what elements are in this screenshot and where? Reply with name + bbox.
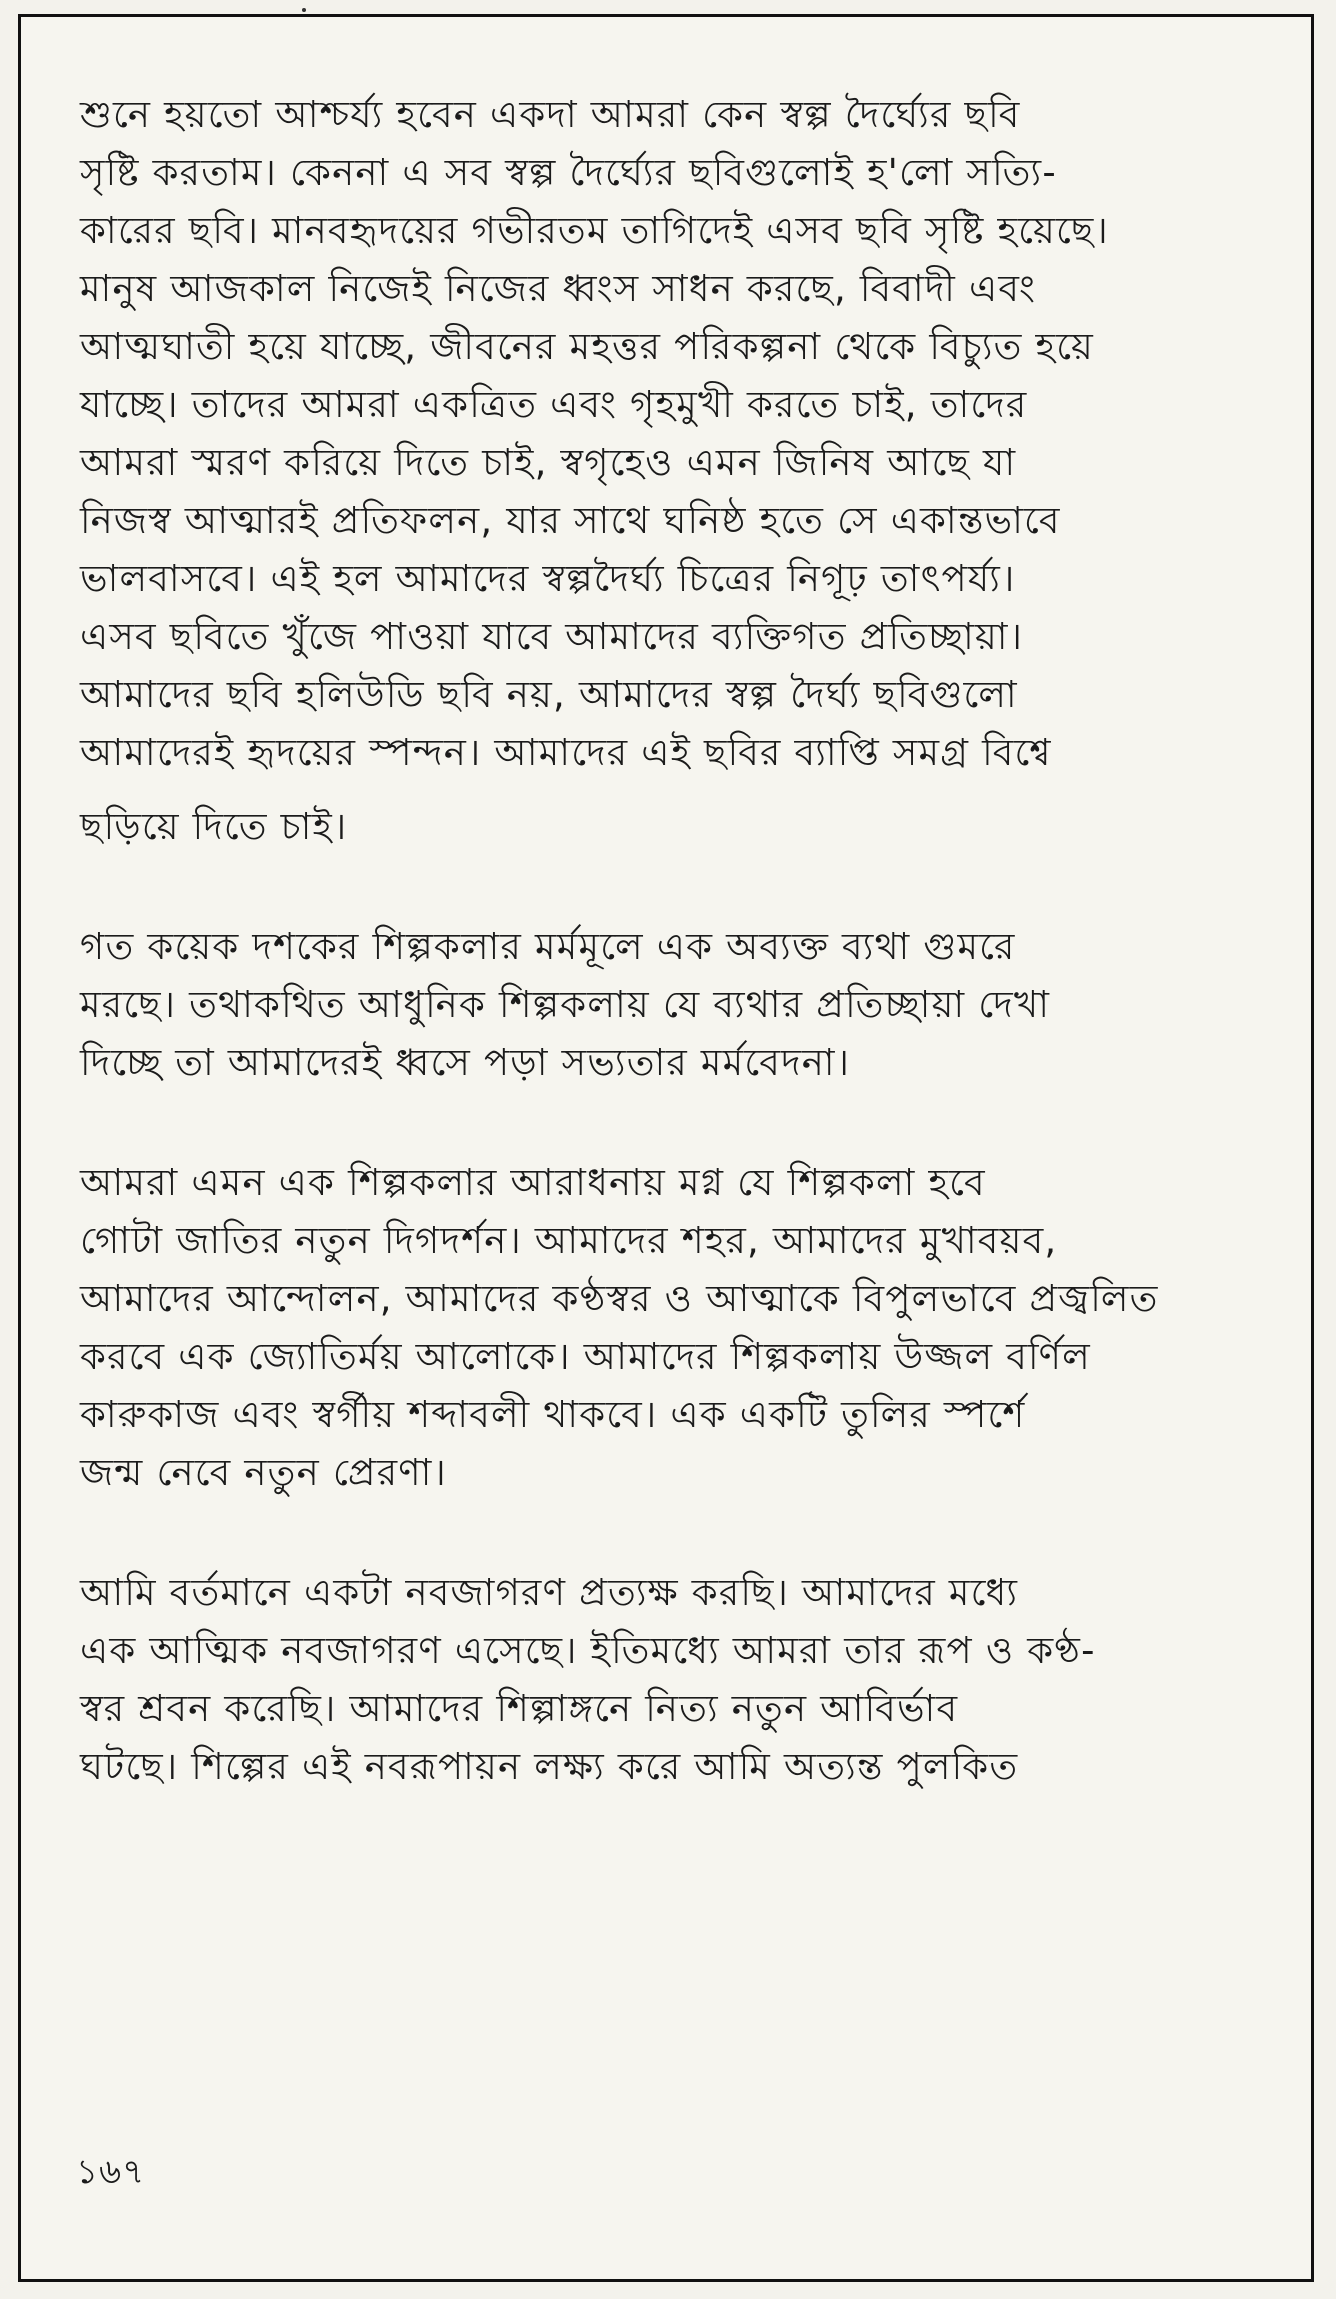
text-line: নিজস্ব আত্মারই প্রতিফলন, যার সাথে ঘনিষ্ঠ হতে সে একান্তভাবে	[80, 499, 1061, 542]
text-line: স্বর শ্রবন করেছি। আমাদের শিল্পাঙ্গনে নিত্য নতুন আবির্ভাব	[80, 1687, 959, 1730]
text-line: জন্ম নেবে নতুন প্রেরণা।	[80, 1451, 447, 1494]
line-gap	[80, 782, 1280, 798]
paragraph-gap	[80, 1092, 1280, 1154]
paragraph-gap	[80, 856, 1280, 918]
text-line: ঘটছে। শিল্পের এই নবরূপায়ন লক্ষ্য করে আমি অত্যন্ত পুলকিত	[80, 1745, 1019, 1788]
text-line: করবে এক জ্যোতির্ময় আলোকে। আমাদের শিল্পকলায় উজ্জল বর্ণিল	[80, 1335, 1091, 1378]
paragraph-gap	[80, 1502, 1280, 1564]
text-line: মানুষ আজকাল নিজেই নিজের ধ্বংস সাধন করছে, বিবাদী এবং	[80, 267, 1037, 310]
text-line: কারুকাজ এবং স্বর্গীয় শব্দাবলী থাকবে। এক একটি তুলির স্পর্শে	[80, 1393, 1026, 1436]
text-line: গত কয়েক দশকের শিল্পকলার মর্মমূলে এক অব্যক্ত ব্যথা গুমরে	[80, 925, 1016, 968]
paragraph-3	[80, 1154, 1280, 1502]
ink-speck	[302, 8, 306, 12]
text-line: দিচ্ছে তা আমাদেরই ধ্বসে পড়া সভ্যতার মর্মবেদনা।	[80, 1041, 851, 1084]
paragraph-2	[80, 918, 1280, 1092]
paragraph-1	[80, 86, 1280, 856]
page-number: ১৬৭	[76, 2152, 146, 2192]
text-line: শুনে হয়তো আশ্চর্য্য হবেন একদা আমরা কেন স্বল্প দৈর্ঘ্যের ছবি	[80, 93, 1021, 136]
text-line: আমাদের আন্দোলন, আমাদের কণ্ঠস্বর ও আত্মাকে বিপুলভাবে প্রজ্বলিত	[80, 1277, 1159, 1320]
text-line: ছড়িয়ে দিতে চাই।	[80, 805, 348, 848]
text-line: আমরা স্মরণ করিয়ে দিতে চাই, স্বগৃহেও এমন জিনিষ আছে যা	[80, 441, 1017, 484]
text-line: কারের ছবি। মানবহৃদয়ের গভীরতম তাগিদেই এসব ছবি সৃষ্টি হয়েছে।	[80, 209, 1109, 252]
text-line: এক আত্মিক নবজাগরণ এসেছে। ইতিমধ্যে আমরা তার রূপ ও কণ্ঠ-	[80, 1629, 1096, 1672]
text-line: গোটা জাতির নতুন দিগদর্শন। আমাদের শহর, আমাদের মুখাবয়ব,	[80, 1219, 1058, 1262]
text-line: আমাদেরই হৃদয়ের স্পন্দন। আমাদের এই ছবির ব্যাপ্তি সমগ্র বিশ্বে	[80, 731, 1052, 774]
text-line: আমি বর্তমানে একটা নবজাগরণ প্রত্যক্ষ করছি। আমাদের মধ্যে	[80, 1571, 1019, 1614]
text-line: সৃষ্টি করতাম। কেননা এ সব স্বল্প দৈর্ঘ্যের ছবিগুলোই হ'লো সত্যি-	[80, 151, 1057, 194]
text-line: যাচ্ছে। তাদের আমরা একত্রিত এবং গৃহমুখী করতে চাই, তাদের	[80, 383, 1028, 426]
text-line: আমাদের ছবি হলিউডি ছবি নয়, আমাদের স্বল্প দৈর্ঘ্য ছবিগুলো	[80, 673, 1018, 716]
text-line: মরছে। তথাকথিত আধুনিক শিল্পকলায় যে ব্যথার প্রতিচ্ছায়া দেখা	[80, 983, 1051, 1026]
paragraph-4	[80, 1564, 1280, 1796]
text-line: আমরা এমন এক শিল্পকলার আরাধনায় মগ্ন যে শিল্পকলা হবে	[80, 1161, 986, 1204]
document-body	[80, 86, 1280, 1796]
text-line: এসব ছবিতে খুঁজে পাওয়া যাবে আমাদের ব্যক্তিগত প্রতিচ্ছায়া।	[80, 615, 1024, 658]
text-line: আত্মঘাতী হয়ে যাচ্ছে, জীবনের মহত্তর পরিকল্পনা থেকে বিচ্যুত হয়ে	[80, 325, 1095, 368]
text-line: ভালবাসবে। এই হল আমাদের স্বল্পদৈর্ঘ্য চিত্রের নিগূঢ় তাৎপর্য্য।	[80, 557, 1016, 600]
